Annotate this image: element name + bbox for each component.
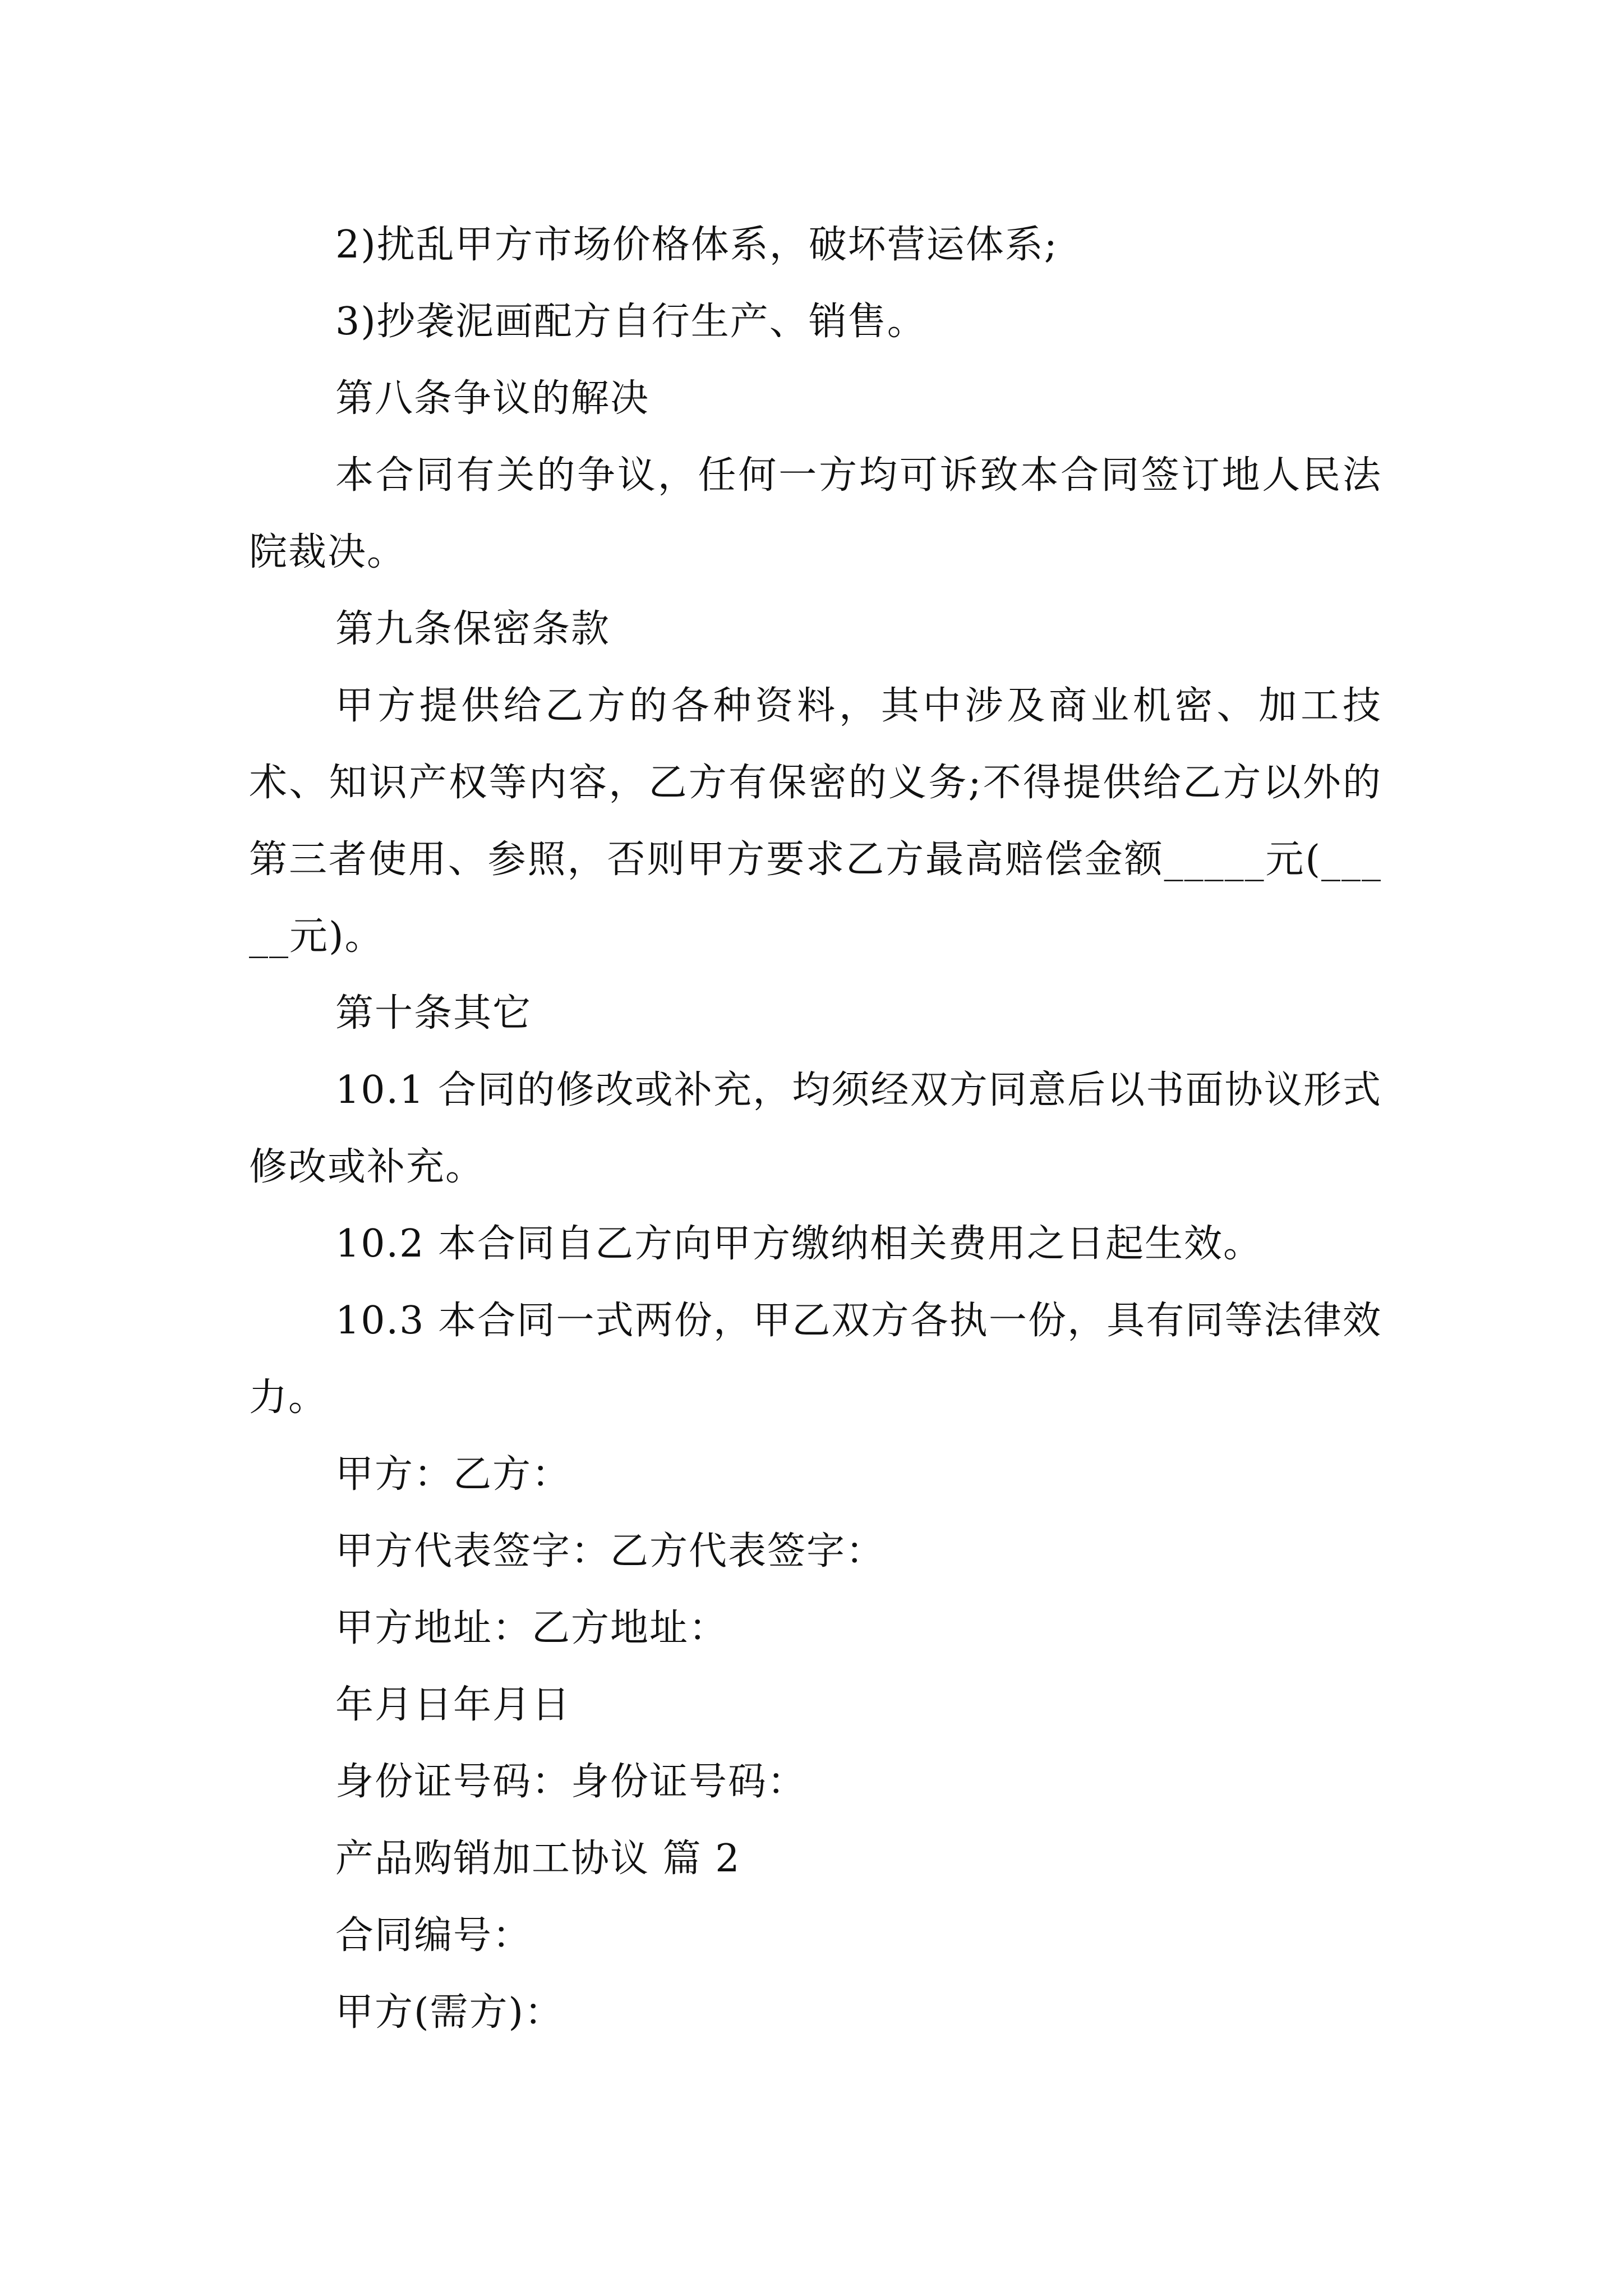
paragraph-clause-3: 3)抄袭泥画配方自行生产、销售。 <box>335 300 926 344</box>
party-a-buyer: 甲方(需方)： <box>335 1990 564 2035</box>
paragraph-clause-2: 2)扰乱甲方市场价格体系，破坏营运体系; <box>335 223 1058 267</box>
document-body <box>249 206 1382 2051</box>
paragraph-10-2: 10.2 本合同自乙方向甲方缴纳相关费用之日起生效。 <box>335 1222 1263 1266</box>
section-title-part-2: 产品购销加工协议 篇 2 <box>335 1837 741 1881</box>
signature-representatives: 甲方代表签字：乙方代表签字： <box>335 1529 886 1573</box>
paragraph-10-3: 10.3 本合同一式两份，甲乙双方各执一份，具有同等法律效力。 <box>249 1299 1382 1420</box>
signature-id-numbers: 身份证号码：身份证号码： <box>335 1760 807 1804</box>
heading-article-10: 第十条其它 <box>335 991 532 1036</box>
paragraph-dispute-resolution: 本合同有关的争议，任何一方均可诉致本合同签订地人民法院裁决。 <box>249 453 1382 574</box>
contract-number: 合同编号： <box>335 1913 532 1958</box>
paragraph-10-1: 10.1 合同的修改或补充，均须经双方同意后以书面协议形式修改或补充。 <box>249 1068 1382 1189</box>
heading-article-9: 第九条保密条款 <box>335 607 611 651</box>
signature-parties: 甲方：乙方： <box>335 1452 571 1497</box>
signature-dates: 年月日年月日 <box>335 1683 571 1727</box>
signature-addresses: 甲方地址：乙方地址： <box>335 1606 728 1650</box>
paragraph-confidentiality: 甲方提供给乙方的各种资料，其中涉及商业机密、加工技术、知识产权等内容，乙方有保密的义务;不得提供给乙方以外的第三者使用、参照，否则甲方要求乙方最高赔偿金额_____元(_____元)。 <box>249 684 1382 959</box>
heading-article-8: 第八条争议的解决 <box>335 376 650 421</box>
